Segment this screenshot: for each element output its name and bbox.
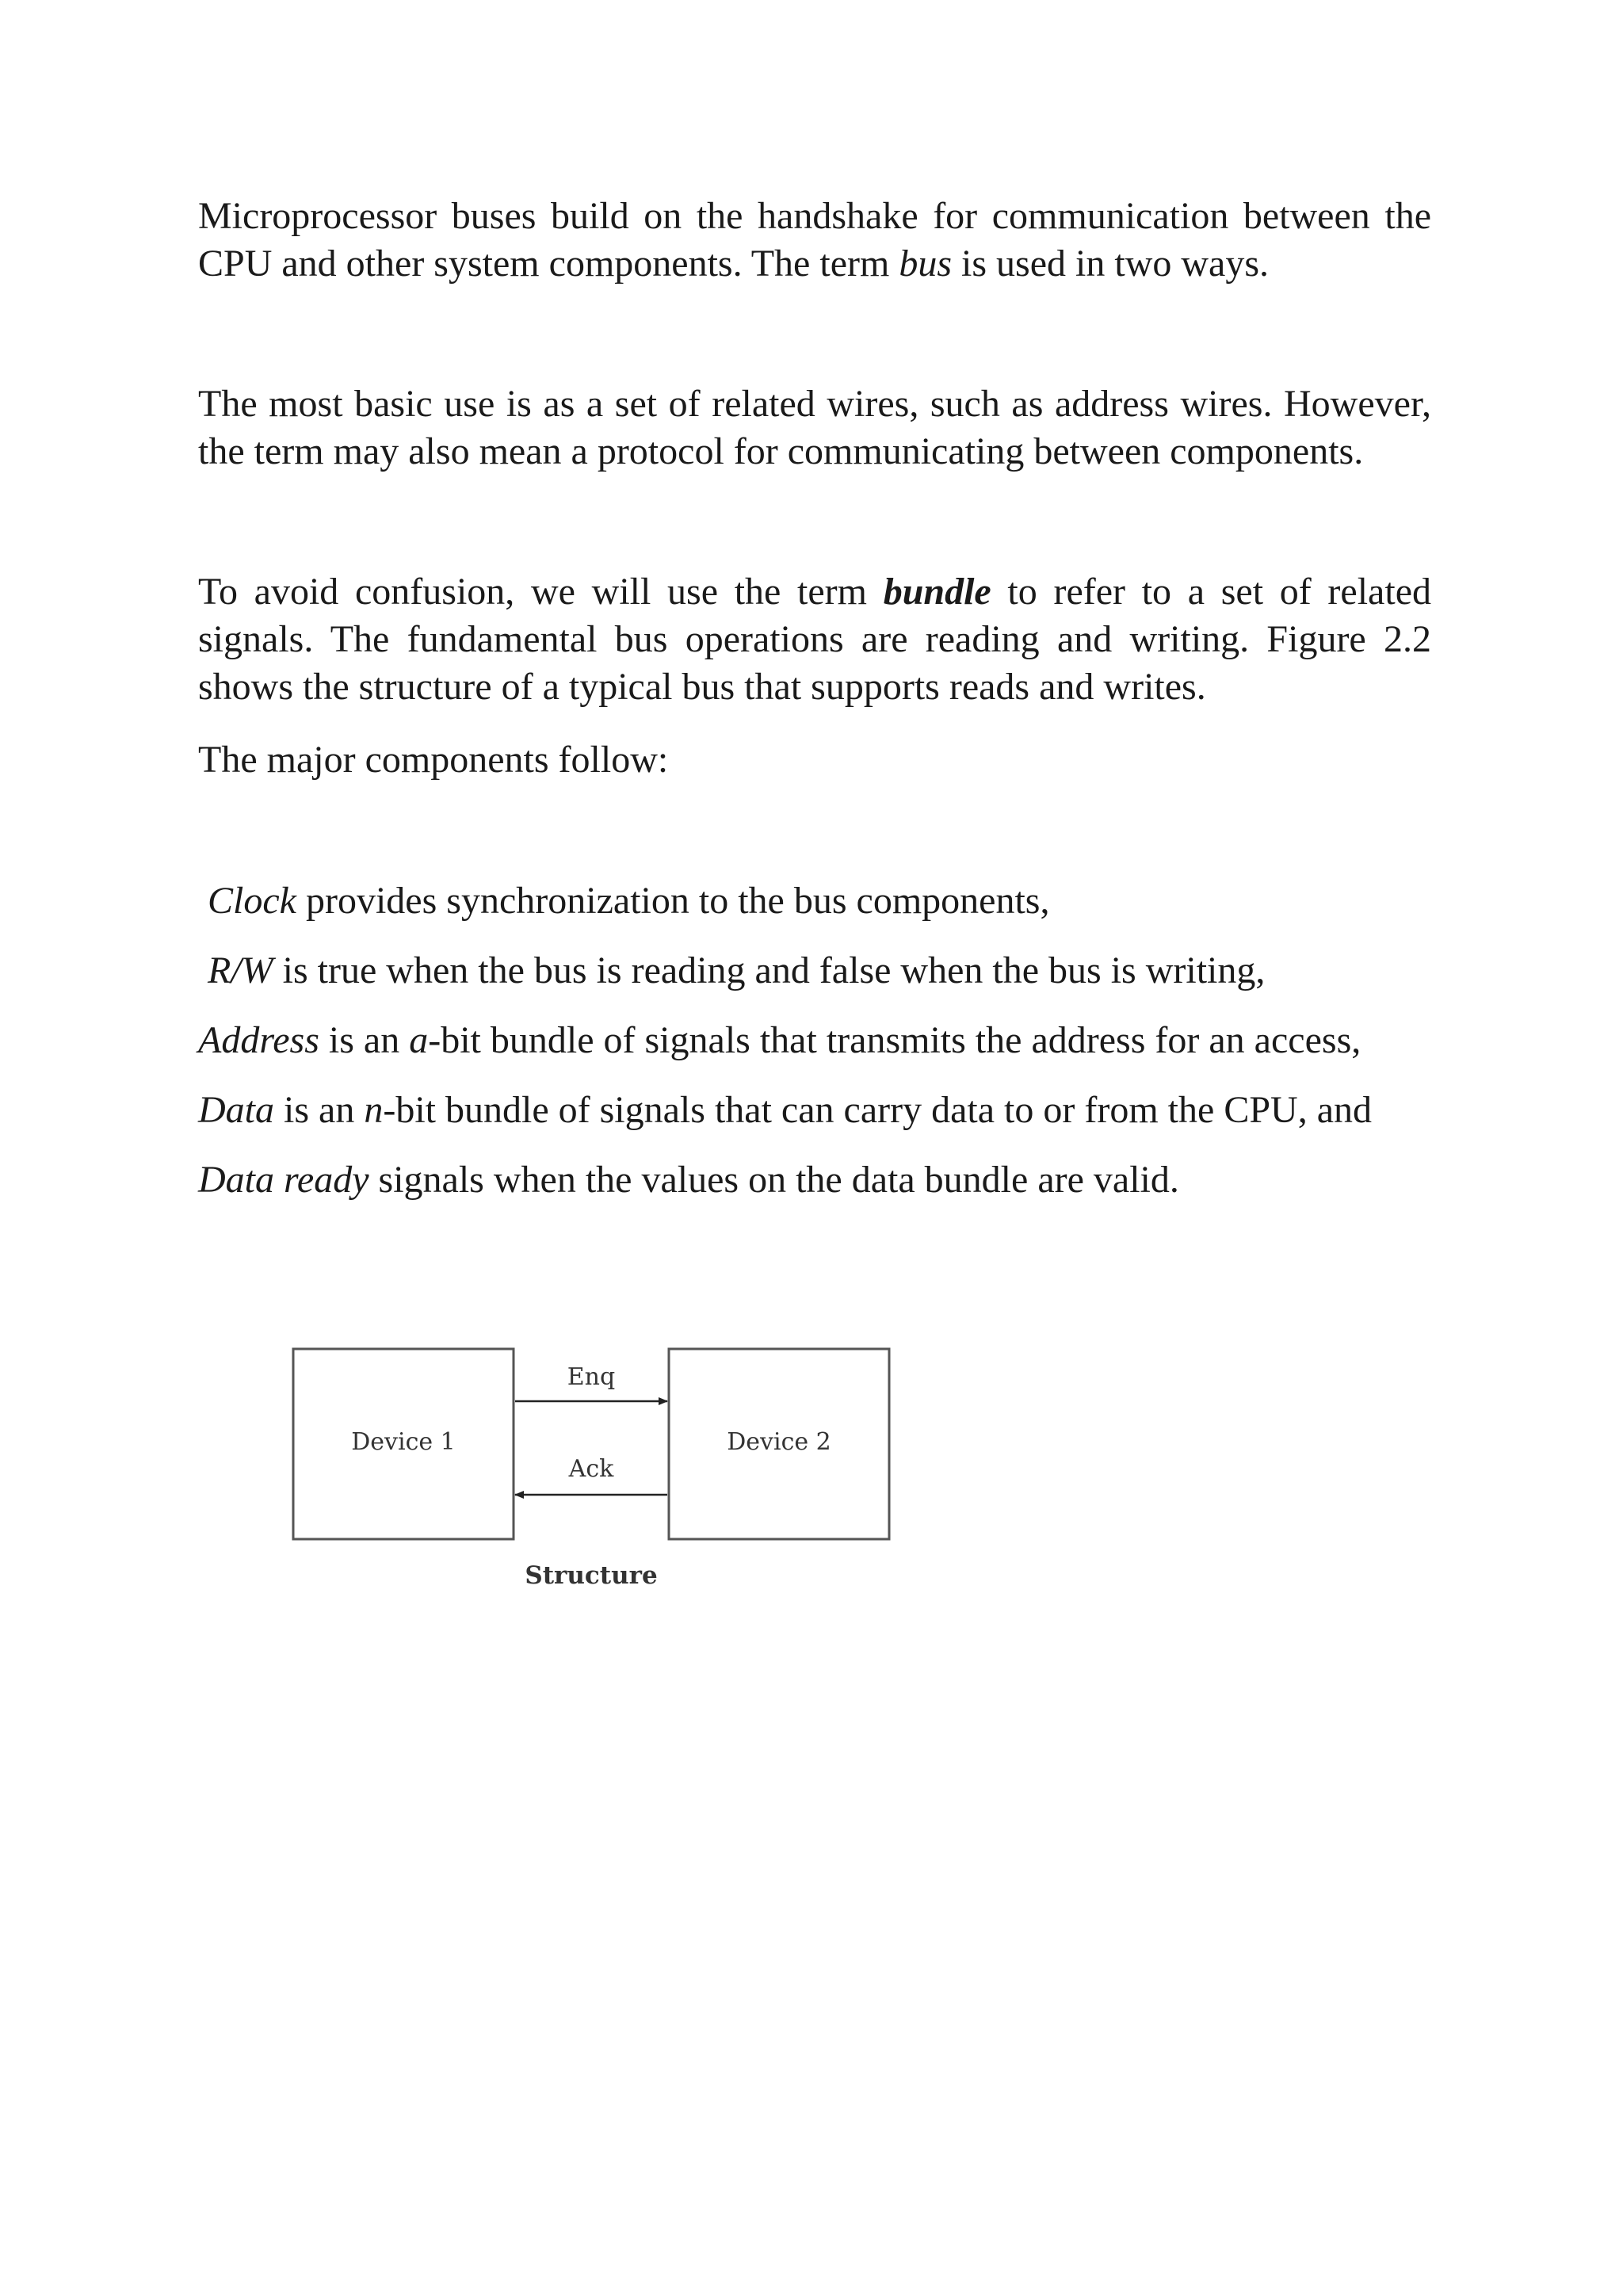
paragraph-bus-meaning-line-2: the term may also mean a protocol for communicating between components.: [198, 430, 1364, 472]
component-rw: [208, 947, 1265, 995]
paragraph-bus-meaning: [198, 380, 1431, 476]
component-clock: [208, 877, 1049, 925]
paragraph-intro-line-1: Microprocessor buses build on the handshake for communication between the: [198, 195, 1431, 237]
text-run: to refer to a set of related: [991, 571, 1432, 613]
component-term: R/W: [208, 949, 273, 991]
component-variable: a: [409, 1019, 429, 1061]
device-1-label: Device 1: [351, 1428, 456, 1456]
component-desc: provides synchronization to the bus components,: [296, 880, 1050, 922]
component-variable: n: [364, 1089, 384, 1131]
paragraph-intro: [198, 193, 1431, 288]
device-2-label: Device 2: [727, 1428, 831, 1456]
ack-label: Ack: [568, 1455, 614, 1483]
emphasis-bundle: bundle: [883, 571, 991, 613]
component-desc: is an: [319, 1019, 410, 1061]
paragraph-bundle-line-2: signals. The fundamental bus operations are reading and writing. Figure 2.2: [198, 618, 1431, 660]
paragraph-intro-line-2: [198, 240, 1431, 288]
component-desc: -bit bundle of signals that transmits the address for an access,: [428, 1019, 1361, 1061]
enq-label: Enq: [567, 1363, 616, 1391]
component-desc: is true when the bus is reading and false when the bus is writing,: [273, 949, 1266, 991]
paragraph-bundle-line-3: shows the structure of a typical bus that supports reads and writes.: [198, 666, 1206, 708]
component-term: Data: [198, 1089, 274, 1131]
component-desc: signals when the values on the data bundle are valid.: [369, 1159, 1179, 1201]
figure-caption: Structure: [525, 1561, 658, 1590]
text-run: To avoid confusion, we will use the term: [198, 571, 884, 613]
component-desc: -bit bundle of signals that can carry data to or from the CPU, and: [383, 1089, 1372, 1131]
component-term: Clock: [208, 880, 296, 922]
emphasis-bus: bus: [899, 243, 953, 285]
paragraph-bus-meaning-line-1: The most basic use is as a set of related wires, such as address wires. However,: [198, 383, 1431, 425]
text-run: CPU and other system components. The term: [198, 243, 899, 285]
text-run: is used in two ways.: [952, 243, 1269, 285]
paragraph-major-components: The major components follow:: [198, 739, 669, 781]
component-desc: is an: [274, 1089, 365, 1131]
component-term: Address: [198, 1019, 319, 1061]
paragraph-bundle: [198, 568, 1431, 711]
paragraph-bundle-line-1: [198, 568, 1431, 616]
component-term: Data ready: [198, 1159, 369, 1201]
component-data-ready: [198, 1156, 1179, 1204]
component-address: [198, 1017, 1361, 1064]
handshake-structure-figure: [285, 1339, 903, 1609]
component-data: [198, 1087, 1372, 1134]
